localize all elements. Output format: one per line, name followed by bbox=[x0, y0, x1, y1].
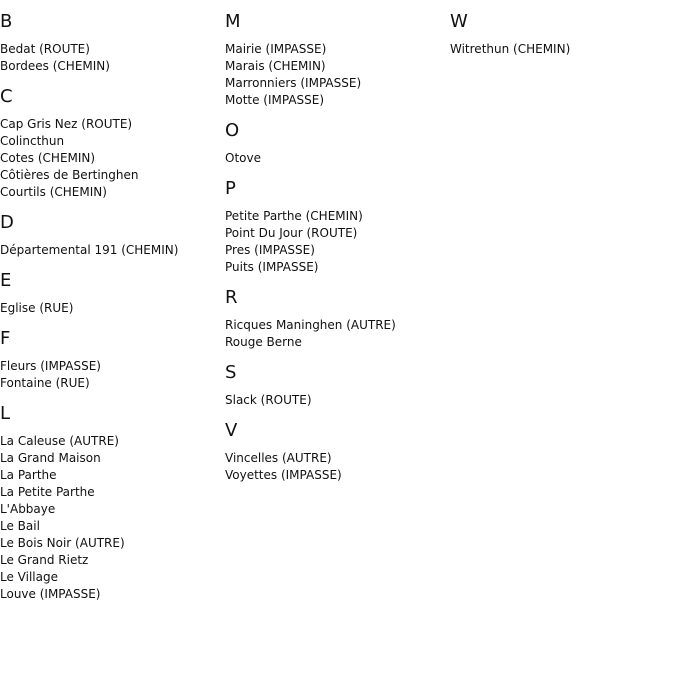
street-item: Cotes (CHEMIN) bbox=[0, 151, 96, 165]
street-item: Petite Parthe (CHEMIN) bbox=[225, 209, 363, 223]
street-item: La Grand Maison bbox=[0, 451, 101, 465]
letter-heading: F bbox=[0, 328, 11, 349]
street-item: Le Grand Rietz bbox=[0, 553, 89, 567]
street-item: Voyettes (IMPASSE) bbox=[225, 468, 342, 482]
street-item: Bordees (CHEMIN) bbox=[0, 59, 110, 73]
street-list bbox=[0, 242, 225, 259]
street-item: L'Abbaye bbox=[0, 502, 56, 516]
street-item: Slack (ROUTE) bbox=[225, 393, 312, 407]
letter-group bbox=[225, 362, 450, 409]
street-item: Ricques Maninghen (AUTRE) bbox=[225, 318, 396, 332]
letter-group bbox=[0, 270, 225, 317]
street-item: Louve (IMPASSE) bbox=[0, 587, 101, 601]
street-item: Cap Gris Nez (ROUTE) bbox=[0, 117, 133, 131]
letter-group bbox=[225, 11, 450, 109]
letter-heading: L bbox=[0, 403, 11, 424]
street-item: La Petite Parthe bbox=[0, 485, 95, 499]
street-item: Courtils (CHEMIN) bbox=[0, 185, 107, 199]
street-list bbox=[225, 41, 450, 109]
street-item: Bedat (ROUTE) bbox=[0, 42, 90, 56]
letter-group bbox=[0, 328, 225, 392]
letter-group bbox=[0, 212, 225, 259]
street-item: Le Bail bbox=[0, 519, 40, 533]
letter-heading: B bbox=[0, 11, 13, 32]
street-list bbox=[225, 392, 450, 409]
street-item: Colincthun bbox=[0, 134, 65, 148]
street-item: La Caleuse (AUTRE) bbox=[0, 434, 119, 448]
street-item: La Parthe bbox=[0, 468, 57, 482]
letter-group bbox=[0, 11, 225, 75]
street-item: Motte (IMPASSE) bbox=[225, 93, 325, 107]
street-item: Rouge Berne bbox=[225, 335, 302, 349]
letter-heading: R bbox=[225, 287, 238, 308]
street-list bbox=[0, 41, 225, 75]
street-item: Mairie (IMPASSE) bbox=[225, 42, 327, 56]
letter-heading: M bbox=[225, 11, 241, 32]
street-list bbox=[0, 116, 225, 201]
street-item: Départemental 191 (CHEMIN) bbox=[0, 243, 179, 257]
street-list bbox=[0, 358, 225, 392]
street-item: Fleurs (IMPASSE) bbox=[0, 359, 101, 373]
letter-group bbox=[450, 11, 675, 58]
street-index-column-2 bbox=[225, 0, 450, 493]
street-item: Witrethun (CHEMIN) bbox=[450, 42, 571, 56]
street-item: Puits (IMPASSE) bbox=[225, 260, 319, 274]
street-item: Otove bbox=[225, 151, 261, 165]
street-item: Le Bois Noir (AUTRE) bbox=[0, 536, 125, 550]
street-item: Côtières de Bertinghen bbox=[0, 168, 139, 182]
letter-group bbox=[0, 86, 225, 201]
street-item: Point Du Jour (ROUTE) bbox=[225, 226, 358, 240]
letter-group bbox=[225, 178, 450, 276]
letter-group bbox=[225, 287, 450, 351]
street-list bbox=[225, 208, 450, 276]
letter-heading: V bbox=[225, 420, 238, 441]
street-item: Vincelles (AUTRE) bbox=[225, 451, 332, 465]
street-item: Fontaine (RUE) bbox=[0, 376, 90, 390]
street-item: Le Village bbox=[0, 570, 58, 584]
street-item: Marais (CHEMIN) bbox=[225, 59, 326, 73]
street-item: Marronniers (IMPASSE) bbox=[225, 76, 362, 90]
street-list bbox=[0, 433, 225, 603]
letter-heading: S bbox=[225, 362, 237, 383]
street-list bbox=[225, 317, 450, 351]
letter-heading: C bbox=[0, 86, 13, 107]
street-list bbox=[225, 150, 450, 167]
letter-heading: O bbox=[225, 120, 240, 141]
letter-heading: W bbox=[450, 11, 468, 32]
letter-group bbox=[225, 120, 450, 167]
street-list bbox=[450, 41, 675, 58]
street-item: Pres (IMPASSE) bbox=[225, 243, 315, 257]
street-list bbox=[225, 450, 450, 484]
letter-group bbox=[225, 420, 450, 484]
letter-heading: E bbox=[0, 270, 12, 291]
letter-heading: P bbox=[225, 178, 236, 199]
street-index-column-3 bbox=[450, 0, 675, 67]
street-item: Eglise (RUE) bbox=[0, 301, 74, 315]
letter-heading: D bbox=[0, 212, 14, 233]
letter-group bbox=[0, 403, 225, 603]
street-index-column-1 bbox=[0, 0, 225, 612]
street-list bbox=[0, 300, 225, 317]
